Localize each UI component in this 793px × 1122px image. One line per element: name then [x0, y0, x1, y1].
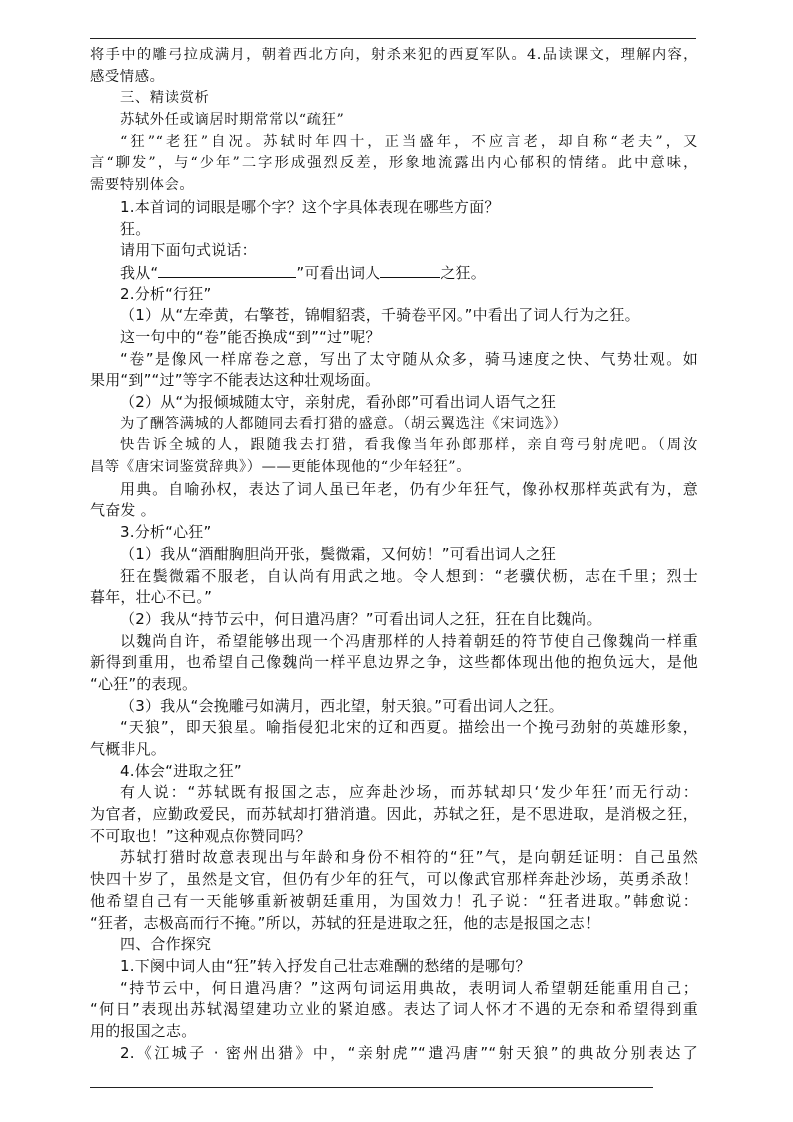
- text-line: 用典。自喻孙权，表达了词人虽已年老，仍有少年狂气，像孙权那样英武有为，意: [120, 479, 698, 498]
- header-rule: [90, 38, 696, 39]
- text-line: 狂在鬓微霜不服老，自认尚有用武之地。令人想到：“老骥伏枥，志在千里；烈士: [120, 566, 698, 585]
- text-line: 三、精读赏析: [120, 90, 210, 107]
- text-line: 为了酬答满城的人都随同去看打猎的盛意。（胡云翼选注《宋词选》）: [120, 415, 568, 432]
- text-line: 请用下面句式说话：: [120, 241, 257, 260]
- text-line: （2）我从“持节云中，何日遣冯唐？”可看出词人之狂，狂在自比魏尚。: [120, 609, 602, 628]
- text-line: 苏轼外任或谪居时期常常以“疏狂”: [120, 112, 345, 129]
- text-line: （1）从“左牵黄，右擎苍，锦帽貂裘，千骑卷平冈。”中看出了词人行为之狂。: [120, 306, 640, 325]
- text-line: “心狂”的表现。: [90, 674, 198, 693]
- text-line: 昌等《唐宋词鉴赏辞典》）——更能体现他的“少年轻狂”。: [90, 459, 472, 476]
- sentence-middle: ”可看出词人: [296, 263, 381, 282]
- text-line: 1.本首词的词眼是哪个字？这个字具体表现在哪些方面？: [120, 197, 500, 216]
- text-line: [90, 262, 698, 284]
- text-line: “何日”表现出苏轼渴望建功立业的紧迫感。表达了词人怀才不遇的无奈和希望得到重: [90, 1000, 698, 1019]
- text-line: 这一句中的“卷”能否换成“到”“过”呢？: [120, 327, 381, 346]
- text-line: （2）从“为报倾城随太守，亲射虎，看孙郎”可看出词人语气之狂: [120, 393, 557, 411]
- text-line: 狂。: [120, 219, 151, 238]
- text-line: “天狼”，即天狼星。喻指侵犯北宋的辽和西夏。描绘出一个挽弓劲射的英雄形象，: [120, 718, 698, 737]
- text-line: “狂”“老狂”自况。苏轼时年四十，正当盛年，不应言老，却自称“老夫”，又: [120, 133, 698, 150]
- text-line: 暮年，壮心不已。”: [90, 588, 213, 607]
- text-line: 以魏尚自许，希望能够出现一个冯唐那样的人持着朝廷的符节使自己像魏尚一样重: [120, 631, 698, 650]
- text-line: 为官者，应勤政爱民，而苏轼却打猎消遣。因此，苏轼之狂，是不思进取，是消极之狂，: [90, 805, 698, 824]
- text-line: “卷”是像风一样席卷之意，写出了太守随从众多，骑马速度之快、气势壮观。如: [120, 349, 698, 368]
- text-line: “持节云中，何日遣冯唐？”这两句词运用典故，表明词人希望朝廷能重用自己；: [120, 978, 698, 997]
- fill-in-blank: [380, 262, 440, 278]
- text-line: 新得到重用，也希望自己像魏尚一样平息边界之争，这些都体现出他的抱负远大，是他: [90, 653, 698, 672]
- fill-in-blank: [158, 262, 296, 278]
- text-line: 1.下阕中词人由“狂”转入抒发自己壮志难酬的愁绪的是哪句？: [120, 956, 531, 975]
- text-line: 快告诉全城的人，跟随我去打猎，看我像当年孙郎那样，亲自弯弓射虎吧。（周汝: [120, 437, 698, 454]
- text-line: 感受情感。: [90, 68, 165, 85]
- text-line: 2.分析“行狂”: [120, 284, 212, 303]
- text-line: 不可取也！”这种观点你赞同吗？: [90, 826, 311, 845]
- text-line: 用的报国之志。: [90, 1021, 197, 1040]
- text-line: 言“聊发”，与“少年”二字形成强烈反差，形象地流露出内心郁积的情绪。此中意味，: [90, 155, 698, 172]
- sentence-prefix: 我从“: [120, 263, 159, 282]
- document-body: [90, 45, 698, 1064]
- footer-rule: [90, 1087, 653, 1088]
- text-line: 苏轼打猎时故意表现出与年龄和身份不相符的“狂”气，是向朝廷证明：自己虽然: [120, 848, 698, 867]
- text-line: 3.分析“心狂”: [120, 523, 212, 542]
- text-line: 气奋发 。: [90, 501, 156, 520]
- text-line: 4.体会“进取之狂”: [120, 761, 242, 780]
- text-line: 2.《江城子 · 密州出猎》中，“亲射虎”“遣冯唐”“射天狼”的典故分别表达了: [120, 1043, 698, 1062]
- text-line: 需要特别体会。: [90, 177, 195, 194]
- text-line: （1）我从“酒酣胸胆尚开张，鬓微霜，又何妨！”可看出词人之狂: [120, 544, 557, 563]
- text-line: 快四十岁了，虽然是文官，但仍有少年的狂气，可以像武官那样奔赴沙场，英勇杀敌！: [90, 870, 698, 889]
- text-line: “狂者，志极高而行不掩。”所以，苏轼的狂是进取之狂，他的志是报国之志！: [90, 913, 601, 932]
- text-line: 将手中的雕弓拉成满月，朝着西北方向，射杀来犯的西夏军队。4.品读课文，理解内容，: [90, 47, 698, 63]
- text-line: 有人说：“苏轼既有报国之志，应奔赴沙场，而苏轼却只‘发少年狂’而无行动：: [120, 783, 698, 802]
- text-line: 气概非凡。: [90, 740, 167, 758]
- text-line: 他希望自己有一天能够重新被朝廷重用，为国效力！孔子说：“狂者进取。”韩愈说：: [90, 891, 698, 910]
- text-line: （3）我从“会挽雕弓如满月，西北望，射天狼。”可看出词人之狂。: [120, 696, 564, 715]
- text-line: 果用“到”“过”等字不能表达这种壮观场面。: [90, 371, 381, 390]
- sentence-suffix: 之狂。: [440, 263, 486, 282]
- text-line: 四、合作探究: [120, 935, 212, 954]
